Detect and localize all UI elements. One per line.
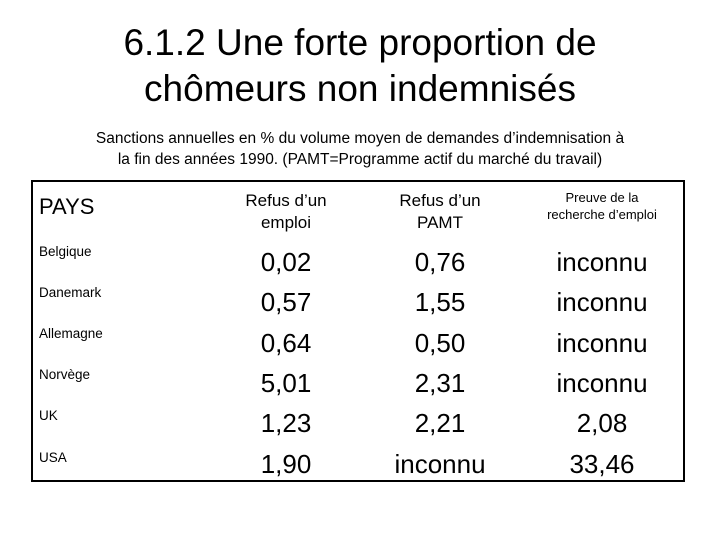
table-caption xyxy=(40,128,680,170)
row-value: 0,02 xyxy=(260,247,312,277)
header-country: PAYS xyxy=(39,194,95,219)
table-caption-line1: Sanctions annuelles en % du volume moyen de demandes d’indemnisation à xyxy=(95,130,625,147)
row-country: Danemark xyxy=(39,285,102,300)
header-preuve-recherche-line1: Preuve de la xyxy=(565,190,639,205)
page-title-line1: 6.1.2 Une forte proportion de xyxy=(123,22,597,63)
sanctions-table xyxy=(31,180,685,482)
row-value: 0,57 xyxy=(260,287,312,317)
row-value: 0,50 xyxy=(414,328,466,358)
row-country: Norvège xyxy=(39,367,91,382)
page-title xyxy=(0,20,720,112)
row-value: 1,90 xyxy=(260,449,312,479)
row-value: 0,64 xyxy=(260,328,312,358)
row-value: 2,31 xyxy=(414,368,466,398)
row-country: UK xyxy=(39,408,58,423)
row-value: inconnu xyxy=(556,328,648,358)
row-country: Belgique xyxy=(39,244,92,259)
row-value: 1,23 xyxy=(260,408,312,438)
row-country: USA xyxy=(39,450,67,465)
row-value: inconnu xyxy=(556,368,648,398)
header-refus-pamt-line1: Refus d’un xyxy=(399,191,481,210)
row-value: 0,76 xyxy=(414,247,466,277)
row-value: 2,08 xyxy=(576,408,628,438)
row-value: 5,01 xyxy=(260,368,312,398)
row-value: 1,55 xyxy=(414,287,466,317)
row-value: inconnu xyxy=(556,287,648,317)
row-value: 2,21 xyxy=(414,408,466,438)
row-value: 33,46 xyxy=(569,449,635,479)
header-refus-emploi xyxy=(211,190,361,234)
row-country: Allemagne xyxy=(39,326,103,341)
header-refus-emploi-line2: emploi xyxy=(260,213,312,232)
header-preuve-recherche xyxy=(527,189,677,223)
row-value: inconnu xyxy=(394,449,486,479)
header-refus-emploi-line1: Refus d’un xyxy=(245,191,327,210)
page-title-line2: chômeurs non indemnisés xyxy=(144,68,576,109)
header-preuve-recherche-line2: recherche d’emploi xyxy=(547,207,657,222)
row-value: inconnu xyxy=(556,247,648,277)
header-refus-pamt xyxy=(365,190,515,234)
header-refus-pamt-line2: PAMT xyxy=(417,213,463,232)
table-caption-line2: la fin des années 1990. (PAMT=Programme actif du marché du travail) xyxy=(117,151,603,168)
